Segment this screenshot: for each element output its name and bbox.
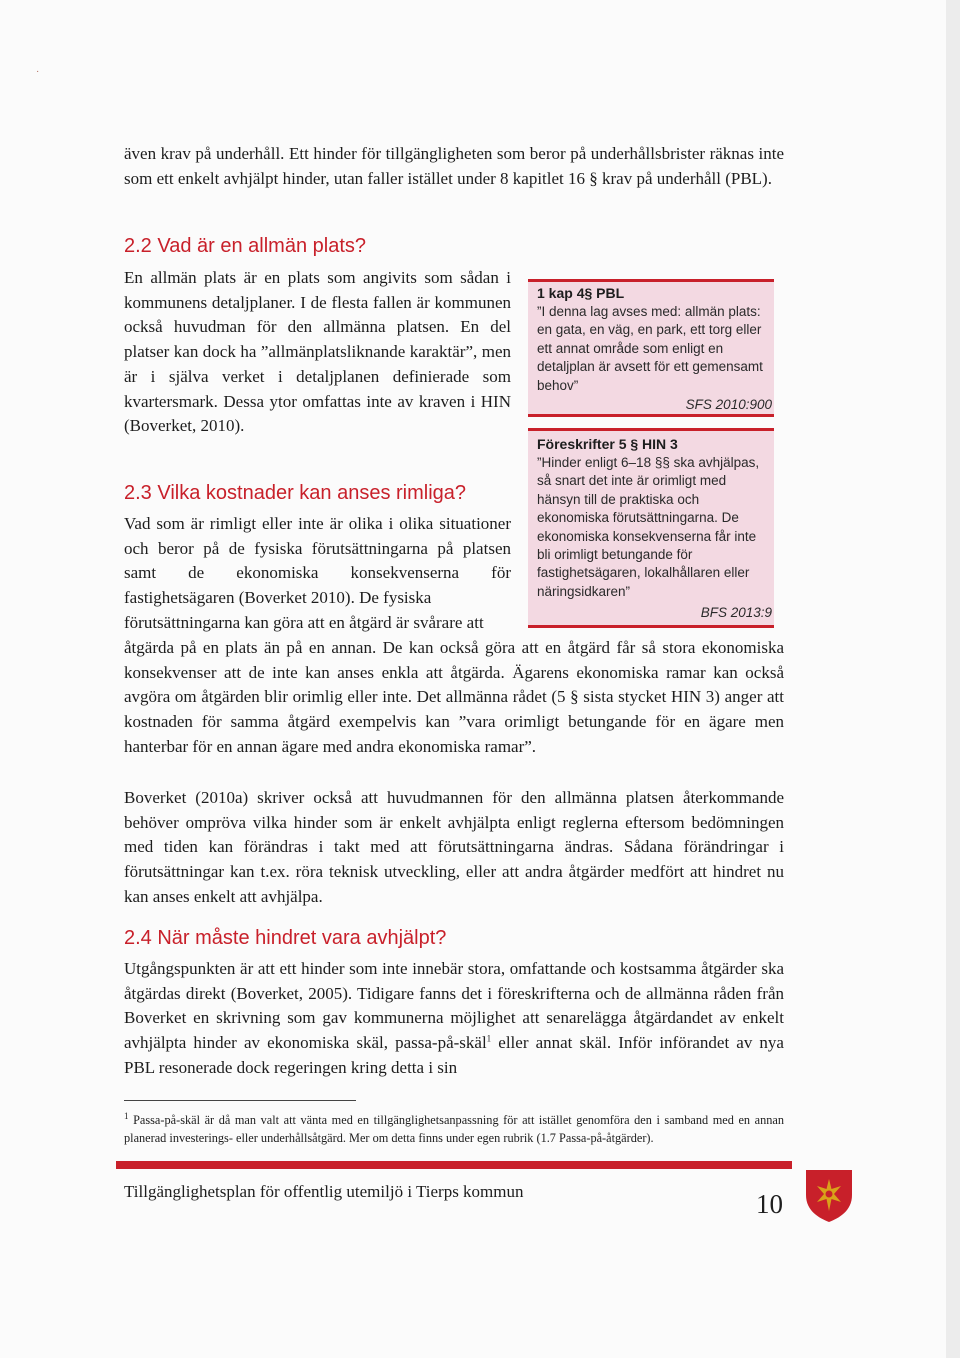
- body-paragraph-maintenance: även krav på underhåll. Ett hinder för tillgängligheten som beror på underhållsbrister räknas inte som ett enkelt avhjälpt hinder, utan faller istället under 8 kapitlet 16 § krav på underhåll (PBL).: [124, 144, 784, 188]
- footnote-rule: [124, 1100, 356, 1101]
- footnote-number: 1: [124, 1110, 129, 1121]
- sidebox-pbl: [528, 279, 774, 417]
- sidebox-source: SFS 2010:900: [685, 397, 772, 412]
- footnote-ref: 1: [486, 1033, 492, 1044]
- body-paragraph-costs-narrow: Vad som är rimligt eller inte är olika i olika situationer och beror på de fysiska förutsättningarna på platsen samt de ekonomiska konsekvenserna för fastighetsägaren (Boverket 2010). De fysiska: [124, 514, 511, 608]
- sidebox-source: BFS 2013:9: [700, 605, 772, 620]
- footnote: [124, 1111, 784, 1147]
- coat-of-arms-icon: [803, 1167, 855, 1223]
- body-text: eller annat skäl. Inför införandet av nya PBL resonerade dock regeringen kring detta i sin: [124, 1033, 784, 1077]
- body-paragraph-review: Boverket (2010a) skriver också att huvudmannen för den allmänna platsen återkommande behöver ompröva vilka hinder som är enkelt avhjälpta enligt reglerna eftersom bedömningen med tiden kan förändras i takt med att förutsättningarna ändras. Sådana förändringar i förutsättningar kan t.ex. röra teknisk utveckling, eller att andra åtgärder medfört att hindret nu kan anses enkelt att avhjälpa.: [124, 788, 784, 906]
- scan-mark: ·: [36, 66, 40, 77]
- body-paragraph-public-place: En allmän plats är en plats som angivits som sådan i kommunens detaljplaner. I de flesta fallen är kommunen också huvudman för den allmänna platsen. En del platser kan dock ha ”allmänplatsliknande karaktär”, men är i själva verket i detaljplanen definierade som kvartersmark. Dessa ytor omfattas inte av kraven i HIN (Boverket, 2010).: [124, 268, 511, 436]
- sidebox-bottom-rule: [528, 414, 774, 417]
- sidebox-hin: [528, 428, 774, 628]
- sidebox-title: Föreskrifter 5 § HIN 3: [537, 436, 678, 452]
- page-number: 10: [756, 1189, 783, 1219]
- section-heading-2-2: 2.2 Vad är en allmän plats?: [124, 235, 367, 257]
- section-heading-2-4: 2.4 När måste hindret vara avhjälpt?: [124, 927, 447, 949]
- scan-edge: [946, 0, 960, 1358]
- footer-title: Tillgänglighetsplan för offentlig utemiljö i Tierps kommun: [124, 1182, 524, 1201]
- footer-rule: [116, 1161, 792, 1169]
- footnote-text: Passa-på-skäl är då man valt att vänta med en tillgänglighetsanpassning för att istället genomföra den i samband med en annan planerad investerings- eller underhållsåtgärd. Mer om detta finns under egen rubrik (1.7 Passa-på-åtgärder).: [124, 1113, 784, 1145]
- sidebox-top-rule: [528, 279, 774, 282]
- sidebox-quote: ”I denna lag avses med: allmän plats: en gata, en väg, en park, ett torg eller ett annat område som enligt en detaljplan är avsett för ett gemensamt behov”: [537, 304, 763, 393]
- sidebox-top-rule: [528, 428, 774, 431]
- section-heading-2-3: 2.3 Vilka kostnader kan anses rimliga?: [124, 482, 467, 504]
- sidebox-bottom-rule: [528, 625, 774, 628]
- body-text: Utgångspunkten är att ett hinder som inte innebär stora, omfattande och kostsamma åtgärder ska åtgärdas direkt (Boverket, 2005). Tidigare fanns det i föreskrifterna och de allmänna råden från Boverket en skrivning som gav kommunerna möjlighet att senarelägga åtgärdandet av enkelt avhjälpta hinder av ekonomiska skäl, passa-på-skäl: [124, 959, 784, 1053]
- sidebox-quote: ”Hinder enligt 6–18 §§ ska avhjälpas, så snart det inte är orimligt med hänsyn till de praktiska och ekonomiska förutsättningarna. De ekonomiska konsekvenserna får inte bli orimligt betungande för fastighetsägaren, lokalhållaren eller näringsidkaren”: [537, 455, 760, 599]
- body-paragraph-costs-wide: åtgärda på en plats än på en annan. De kan också göra att en åtgärd får så stora ekonomiska konsekvenser att de inte kan anses enkla att åtgärda. Ägarens ekonomiska ramar kan också avgöra om åtgärden blir orimlig eller inte. Det allmänna rådet (5 § sista stycket HIN 3) anger att kostnaden för samma åtgärd exempelvis kan ”vara orimligt betungande för en ägare men hanterbar för en annan ägare med andra ekonomiska ramar”.: [124, 638, 784, 756]
- body-paragraph-when: [124, 957, 784, 1081]
- body-paragraph-costs-line: förutsättningarna kan göra att en åtgärd är svårare att: [124, 613, 484, 632]
- sidebox-title: 1 kap 4§ PBL: [537, 285, 625, 301]
